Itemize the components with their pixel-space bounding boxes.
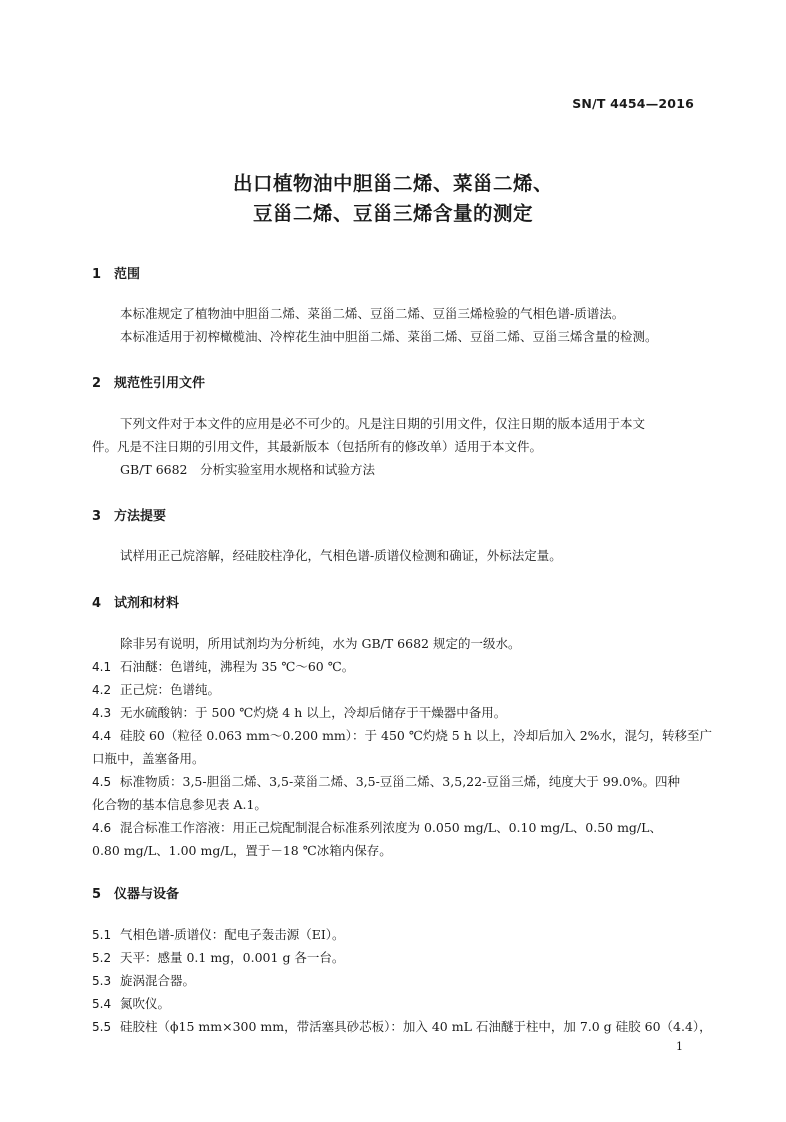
section-number: 4 (92, 596, 102, 611)
item-text: 气相色谱-质谱仪：配电子轰击源（EI）。 (120, 927, 345, 942)
item-number: 4.6 (92, 821, 112, 835)
list-item (92, 993, 712, 1015)
section-title: 范围 (114, 267, 141, 282)
section-number: 1 (92, 267, 102, 282)
paragraph-continuation: 件。凡是不注日期的引用文件，其最新版本（包括所有的修改单）适用于本文件。 (92, 439, 543, 454)
item-text: 石油醚：色谱纯，沸程为 35 ℃～60 ℃。 (120, 659, 355, 674)
list-item (92, 924, 712, 946)
section-number: 2 (92, 376, 102, 391)
list-item (92, 702, 712, 724)
list-item-continuation: 口瓶中，盖塞备用。 (92, 751, 205, 766)
list-item (92, 679, 712, 701)
paragraph: 试样用正己烷溶解，经硅胶柱净化，气相色谱-质谱仪检测和确证，外标法定量。 (120, 548, 562, 563)
paragraph: 本标准适用于初榨橄榄油、冷榨花生油中胆甾二烯、菜甾二烯、豆甾二烯、豆甾三烯含量的检测。 (120, 329, 658, 344)
section-title: 仪器与设备 (114, 887, 180, 902)
list-item (92, 817, 712, 839)
section-title: 方法提要 (114, 509, 167, 524)
section-heading-2 (92, 372, 205, 391)
item-number: 4.2 (92, 683, 112, 697)
item-text: 混合标准工作溶液：用正己烷配制混合标准系列浓度为 0.050 mg/L、0.10 mg/L、0.50 mg/L、 (120, 820, 662, 835)
item-number: 5.5 (92, 1020, 112, 1034)
item-number: 5.2 (92, 951, 112, 965)
section-heading-3 (92, 505, 166, 524)
list-item (92, 947, 712, 969)
item-number: 5.1 (92, 928, 112, 942)
item-number: 4.1 (92, 660, 112, 674)
list-item (92, 1016, 712, 1038)
section-heading-4 (92, 592, 179, 611)
paragraph: 除非另有说明，所用试剂均为分析纯，水为 GB/T 6682 规定的一级水。 (120, 636, 521, 651)
item-number: 4.3 (92, 706, 112, 720)
paragraph: 下列文件对于本文件的应用是必不可少的。凡是注日期的引用文件，仅注日期的版本适用于本文 (120, 416, 646, 431)
item-text: 旋涡混合器。 (120, 973, 196, 988)
section-number: 5 (92, 887, 102, 902)
item-number: 5.3 (92, 974, 112, 988)
list-item (92, 656, 712, 678)
document-title-line-2: 豆甾二烯、豆甾三烯含量的测定 (252, 202, 533, 225)
list-item (92, 970, 712, 992)
item-number: 5.4 (92, 997, 112, 1011)
item-text: 硅胶柱（ϕ15 mm×300 mm，带活塞具砂芯板）：加入 40 mL 石油醚于柱中，加 7.0 g 硅胶 60（4.4）， (120, 1019, 712, 1034)
list-item-continuation: 0.80 mg/L、1.00 mg/L，置于－18 ℃冰箱内保存。 (92, 843, 392, 858)
document-title-line-1: 出口植物油中胆甾二烯、菜甾二烯、 (232, 172, 553, 195)
normative-reference: GB/T 6682 分析实验室用水规格和试验方法 (120, 462, 376, 477)
item-number: 4.4 (92, 729, 112, 743)
section-number: 3 (92, 509, 102, 524)
section-title: 试剂和材料 (114, 596, 180, 611)
standard-code: SN/T 4454—2016 (572, 96, 694, 111)
item-number: 4.5 (92, 775, 112, 789)
list-item (92, 771, 712, 793)
section-title: 规范性引用文件 (114, 376, 206, 391)
item-text: 氮吹仪。 (120, 996, 171, 1011)
item-text: 天平：感量 0.1 mg，0.001 g 各一台。 (120, 950, 345, 965)
list-item-continuation: 化合物的基本信息参见表 A.1。 (92, 797, 267, 812)
item-text: 标准物质：3,5-胆甾二烯、3,5-菜甾二烯、3,5-豆甾二烯、3,5,22-豆甾三烯，纯度大于 99.0%。四种 (120, 774, 680, 789)
item-text: 正己烷：色谱纯。 (120, 682, 221, 697)
list-item (92, 725, 712, 747)
paragraph: 本标准规定了植物油中胆甾二烯、菜甾二烯、豆甾二烯、豆甾三烯检验的气相色谱-质谱法。 (120, 306, 625, 321)
section-heading-1 (92, 263, 140, 282)
item-text: 无水硫酸钠：于 500 ℃灼烧 4 h 以上，冷却后储存于干燥器中备用。 (120, 705, 507, 720)
section-heading-5 (92, 883, 179, 902)
page-number: 1 (676, 1040, 683, 1053)
item-text: 硅胶 60（粒径 0.063 mm～0.200 mm）：于 450 ℃灼烧 5 h 以上，冷却后加入 2%水，混匀，转移至广 (120, 728, 713, 743)
